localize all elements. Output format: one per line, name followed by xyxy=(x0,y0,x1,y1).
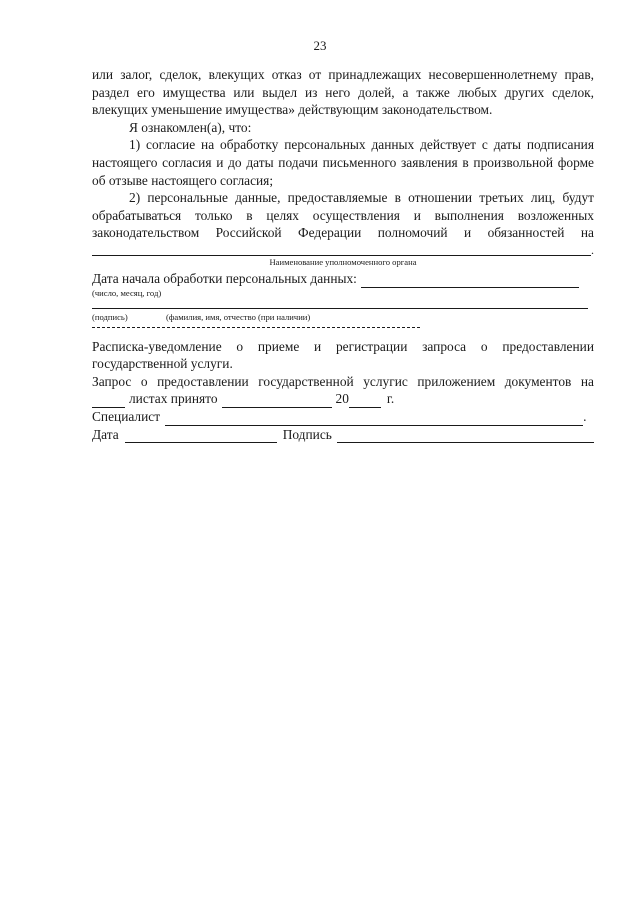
organ-name-caption: Наименование уполномоченного органа xyxy=(269,256,417,267)
document-body xyxy=(92,66,594,443)
sheets-text: листах принято xyxy=(129,391,218,407)
start-date-row xyxy=(92,270,594,288)
start-date-label: Дата начала обработки персональных данных: xyxy=(92,270,357,286)
start-date-field[interactable] xyxy=(361,275,579,288)
organ-name-row xyxy=(92,244,594,256)
specialist-row xyxy=(92,408,594,426)
specialist-field[interactable] xyxy=(165,413,583,426)
year-prefix: 20 xyxy=(335,391,349,407)
signature-captions-row xyxy=(92,312,594,323)
year-suffix: г. xyxy=(386,391,395,407)
signature-caption: (подпись) xyxy=(92,311,128,322)
date-signature-row xyxy=(92,426,594,444)
name-caption: (фамилия, имя, отчество (при наличии) xyxy=(166,311,311,322)
date-field[interactable] xyxy=(125,430,277,443)
paragraph-item-1: 1) согласие на обработку персональных данных действует с даты подписания настоящего согласия и до даты подачи письменного заявления в произвольной форме об отзыве настоящего согласия; xyxy=(92,137,594,188)
specialist-period: . xyxy=(583,408,587,424)
date-caption: (число, месяц, год) xyxy=(92,287,162,298)
organ-name-field[interactable] xyxy=(92,245,591,256)
organ-name-period: . xyxy=(591,242,594,257)
signature-label: Подпись xyxy=(282,426,332,442)
paragraph-continuation: или залог, сделок, влекущих отказ от принадлежащих несовершеннолетнему прав, раздел его имущества или выдел из него долей, а также любых других сделок, влекущих уменьшение имущества» действующим законодательством. xyxy=(92,67,594,118)
tear-off-line xyxy=(92,327,420,328)
year-field[interactable] xyxy=(349,395,381,408)
signature-field[interactable] xyxy=(337,430,594,443)
signature-name-line[interactable] xyxy=(92,308,588,309)
sheets-count-field[interactable] xyxy=(92,395,125,408)
receipt-line-1: Запрос о предоставлении государственной услугис приложением документов на xyxy=(92,373,594,389)
date-label: Дата xyxy=(92,426,119,442)
page-number: 23 xyxy=(313,38,327,53)
receipt-title: Расписка-уведомление о приеме и регистрации запроса о предоставлении государственной услуги. xyxy=(92,338,594,372)
receipt-sheets-row xyxy=(92,390,594,408)
accepted-date-field[interactable] xyxy=(222,395,332,408)
specialist-label: Специалист xyxy=(92,408,161,424)
paragraph-acknowledgement: Я ознакомлен(а), что: xyxy=(129,119,252,135)
paragraph-item-2: 2) персональные данные, предоставляемые в отношении третьих лиц, будут обрабатываться только в целях осуществления и выполнения возложенных законодательством Российской Федерации полномочий и обязанностей на xyxy=(92,190,594,241)
